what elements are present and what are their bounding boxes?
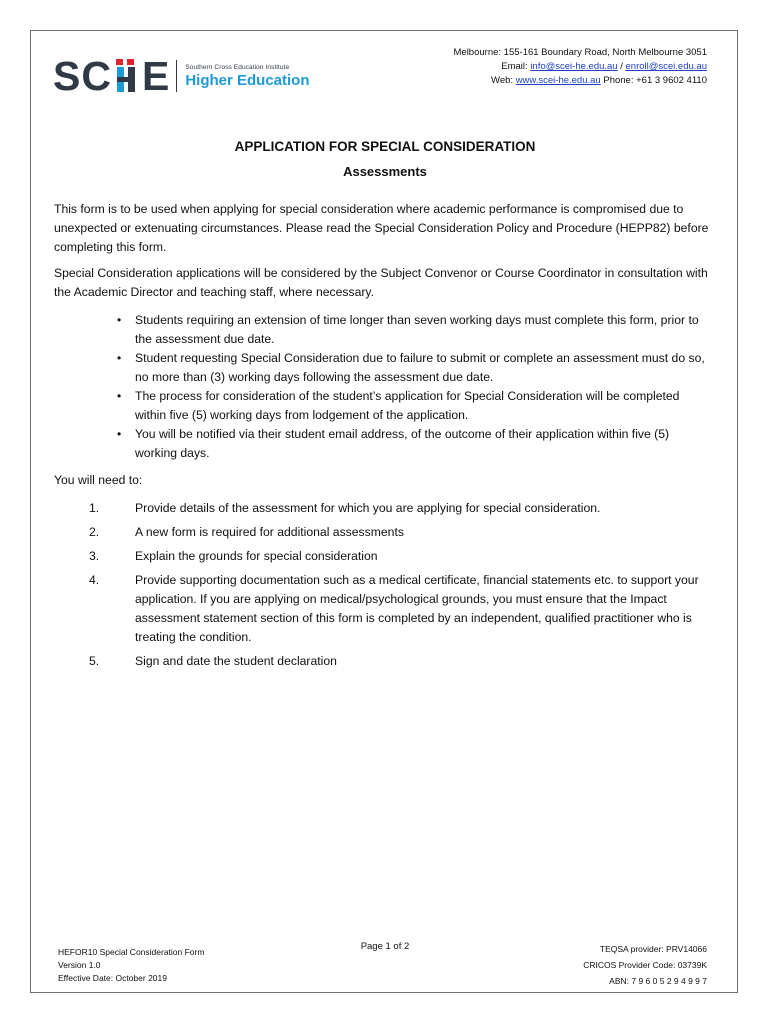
website-link[interactable]: www.scei-he.edu.au [515,75,601,86]
step-number: 2. [89,525,100,539]
address-line: Melbourne: 155-161 Boundary Road, North Melbourne 3051 [453,47,707,58]
phone-number: Phone: +61 3 9602 4110 [603,75,707,86]
consideration-paragraph: Special Consideration applications will be considered by the Subject Convenor or Course Coordinator in consultation with the Academic Director and teaching staff, where necessary. [54,266,708,299]
steps-list [54,499,714,676]
logo-h-glyph [114,61,140,92]
footer-provider-info [583,941,707,989]
step-item [54,499,714,518]
logo-higher-education: Higher Education [185,72,310,89]
list-item: • Student requesting Special Consideration due to failure to submit or complete an assessment must do so, no more than (3) working days following the assessment due date. [135,349,713,387]
step-item [54,523,714,542]
footer-abn: ABN: 7 9 6 0 5 2 9 4 9 9 7 [609,976,707,986]
step-item [54,652,714,671]
list-item: • You will be notified via their student email address, of the outcome of their application within five (5) working days. [135,425,713,463]
email-link-info[interactable]: info@scei-he.edu.au [530,61,618,72]
step-number: 4. [89,573,100,587]
email-line: Email: info@scei-he.edu.au / enroll@scei.edu.au [501,61,707,72]
footer-teqsa: TEQSA provider: PRV14066 [599,944,707,954]
step-text: Provide supporting documentation such as a medical certificate, financial statements etc. to support your application. If you are applying on medical/psychological grounds, you must ensure that the Impact assessment statement section of this form is completed by an independent, qualified practitioner who is treating the condition. [135,573,699,644]
step-number: 3. [89,549,100,563]
step-text: Explain the grounds for special consideration [135,549,378,563]
email-link-enroll[interactable]: enroll@scei.edu.au [625,61,707,72]
web-line: Web: www.scei-he.edu.au Phone: +61 3 9602 4110 [491,75,707,86]
footer-effective-date: Effective Date: October 2019 [58,973,167,983]
logo-mark: SC E [53,52,171,99]
contact-block [454,46,708,88]
footer-cricos: CRICOS Provider Code: 03739K [583,960,707,970]
need-to-label: You will need to: [54,473,143,487]
intro-paragraph: This form is to be used when applying for special consideration where academic performance is compromised due to unexpected or extenuating circumstances. Please read the Special Consideration Policy and Procedure (HEPP82) before completing this form. [54,202,709,254]
list-item: • The process for consideration of the student’s application for Special Consideration will be completed within five (5) working days from lodgement of the application. [135,387,713,425]
document-subtitle: Assessments [343,164,427,179]
step-item [54,571,714,647]
footer-form-name: HEFOR10 Special Consideration Form [58,947,205,957]
logo-divider [176,60,177,92]
page-number: Page 1 of 2 [360,941,410,952]
list-item: • Students requiring an extension of time longer than seven working days must complete this form, prior to the assessment due date. [135,311,713,349]
requirements-list [135,311,713,463]
step-text: Sign and date the student declaration [135,654,337,668]
step-text: A new form is required for additional assessments [135,525,404,539]
document-title: APPLICATION FOR SPECIAL CONSIDERATION [234,139,536,154]
step-number: 1. [89,501,100,515]
step-item [54,547,714,566]
institute-logo [53,52,310,99]
footer-version: Version 1.0 [58,960,101,970]
step-text: Provide details of the assessment for which you are applying for special consideration. [135,501,601,515]
step-number: 5. [89,654,100,668]
logo-institute-name: Southern Cross Education Institute [185,64,290,71]
